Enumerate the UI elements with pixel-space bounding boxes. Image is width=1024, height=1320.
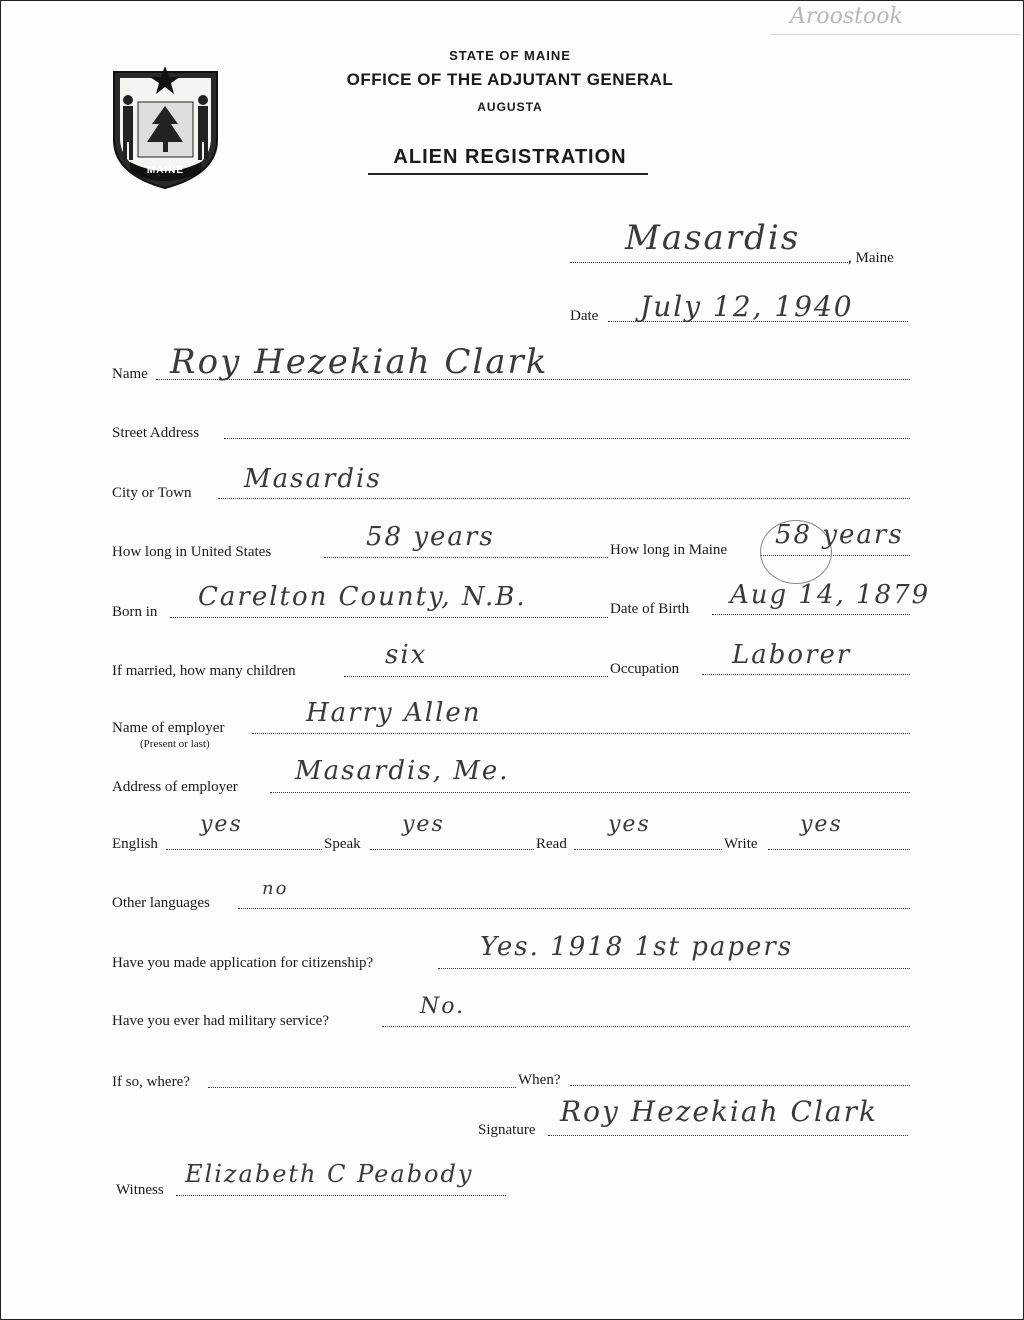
street-line (224, 438, 910, 439)
signature-label: Signature (478, 1122, 536, 1138)
occupation-label: Occupation (610, 661, 680, 677)
born-in-line (170, 617, 608, 618)
english-line (166, 849, 322, 850)
name-value: Roy Hezekiah Clark (170, 342, 549, 382)
witness-label: Witness (116, 1182, 164, 1198)
when-line (570, 1085, 910, 1086)
citizenship-line (438, 968, 910, 969)
citizenship-label: Have you made application for citizenship? (112, 955, 374, 971)
city-value: Masardis (244, 464, 382, 494)
seal-banner-text: MAINE (146, 165, 185, 176)
employer-address-label: Address of employer (112, 779, 238, 795)
dob-label: Date of Birth (610, 601, 690, 617)
pencil-corner-note: Aroostook (790, 4, 903, 29)
read-label: Read (536, 836, 567, 852)
signature-value: Roy Hezekiah Clark (560, 1095, 878, 1128)
where-label: If so, where? (112, 1074, 190, 1090)
military-value: No. (420, 994, 466, 1019)
speak-line (370, 849, 534, 850)
street-label: Street Address (112, 425, 200, 441)
employer-value: Harry Allen (306, 698, 482, 728)
other-languages-value: no (262, 878, 289, 899)
where-line (208, 1087, 516, 1088)
employer-address-value: Masardis, Me. (295, 756, 510, 786)
title-underline (368, 173, 648, 175)
occupation-line (702, 674, 910, 675)
how-long-us-line (324, 557, 608, 558)
header-office: OFFICE OF THE ADJUTANT GENERAL (346, 70, 674, 89)
children-line (344, 676, 608, 677)
witness-line (176, 1195, 506, 1196)
header-city: AUGUSTA (477, 100, 543, 114)
date-value: July 12, 1940 (640, 290, 854, 323)
dob-value: Aug 14, 1879 (730, 580, 931, 610)
employer-line (252, 733, 910, 734)
witness-value: Elizabeth C Peabody (185, 1160, 474, 1188)
citizenship-value: Yes. 1918 1st papers (480, 932, 794, 962)
how-long-us-label: How long in United States (112, 544, 272, 560)
when-label: When? (518, 1072, 561, 1088)
town-line (570, 262, 850, 263)
born-in-value: Carelton County, N.B. (198, 582, 527, 612)
speak-value: yes (402, 812, 445, 837)
city-line (218, 498, 910, 499)
military-line (382, 1026, 910, 1027)
born-in-label: Born in (112, 604, 158, 620)
how-long-us-value: 58 years (366, 522, 495, 552)
name-label: Name (112, 366, 148, 382)
city-label: City or Town (112, 485, 192, 501)
children-value: six (385, 640, 428, 670)
military-label: Have you ever had military service? (112, 1013, 329, 1029)
how-long-maine-value: 58 years (775, 520, 904, 550)
pencil-underline (770, 34, 1020, 35)
form-title: ALIEN REGISTRATION (393, 146, 627, 168)
read-value: yes (608, 812, 651, 837)
dob-line (712, 614, 910, 615)
maine-label: , Maine (848, 250, 894, 266)
other-languages-label: Other languages (112, 895, 210, 911)
other-languages-line (238, 908, 910, 909)
employer-label: Name of employer (112, 720, 225, 736)
town-value: Masardis (625, 218, 801, 258)
children-label: If married, how many children (112, 663, 296, 679)
date-label: Date (570, 308, 599, 324)
employer-sublabel: (Present or last) (140, 738, 210, 750)
state-seal (108, 62, 223, 192)
write-value: yes (800, 812, 843, 837)
employer-address-line (270, 792, 910, 793)
write-line (768, 849, 910, 850)
read-line (574, 849, 722, 850)
occupation-value: Laborer (732, 640, 852, 670)
signature-line (548, 1135, 908, 1136)
write-label: Write (724, 836, 758, 852)
how-long-maine-label: How long in Maine (610, 542, 728, 558)
english-value: yes (200, 812, 243, 837)
header-state: STATE OF MAINE (449, 48, 571, 63)
speak-label: Speak (324, 836, 361, 852)
english-label: English (112, 836, 158, 852)
